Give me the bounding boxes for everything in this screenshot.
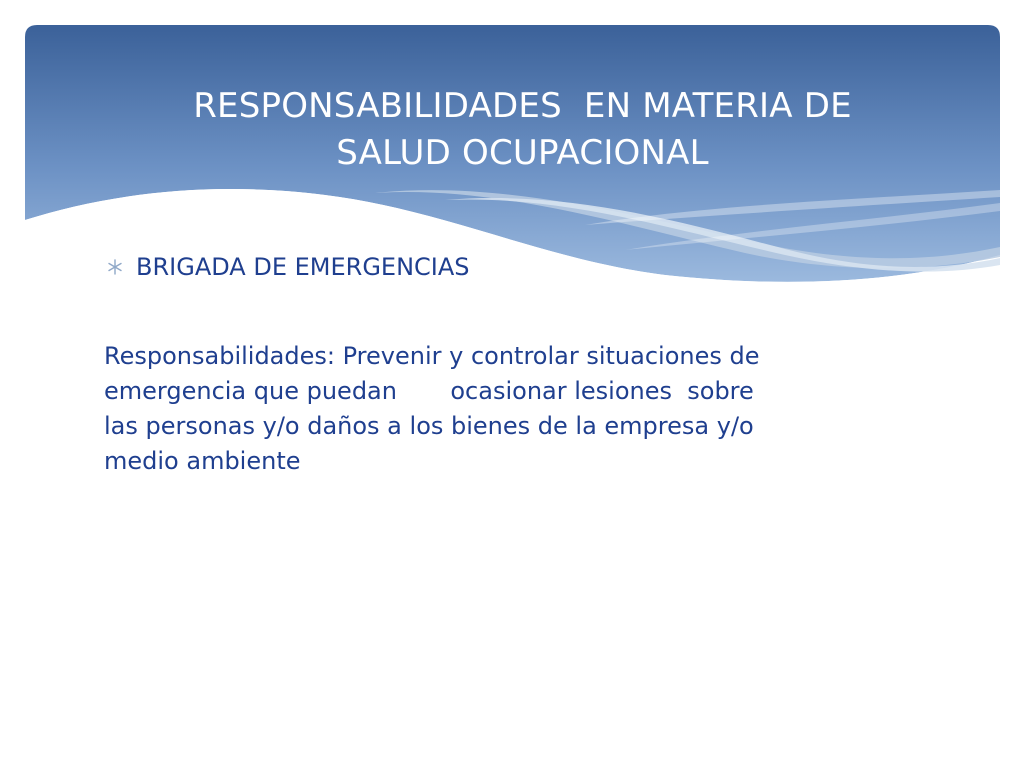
asterisk-icon: [104, 256, 126, 278]
slide-title: [50, 83, 995, 177]
slide-title-line: RESPONSABILIDADES EN MATERIA DE: [193, 86, 852, 126]
body-line: emergencia que puedan ocasionar lesiones sobre: [104, 377, 754, 405]
title-banner: [25, 25, 1000, 290]
body-paragraph: [104, 339, 904, 479]
body-line: las personas y/o daños a los bienes de la empresa y/o: [104, 412, 754, 440]
bullet-item: [104, 252, 470, 282]
bullet-text: BRIGADA DE EMERGENCIAS: [136, 253, 470, 281]
slide-title-line: SALUD OCUPACIONAL: [336, 133, 709, 173]
body-line: Responsabilidades: Prevenir y controlar situaciones de: [104, 342, 760, 370]
body-line: medio ambiente: [104, 447, 301, 475]
